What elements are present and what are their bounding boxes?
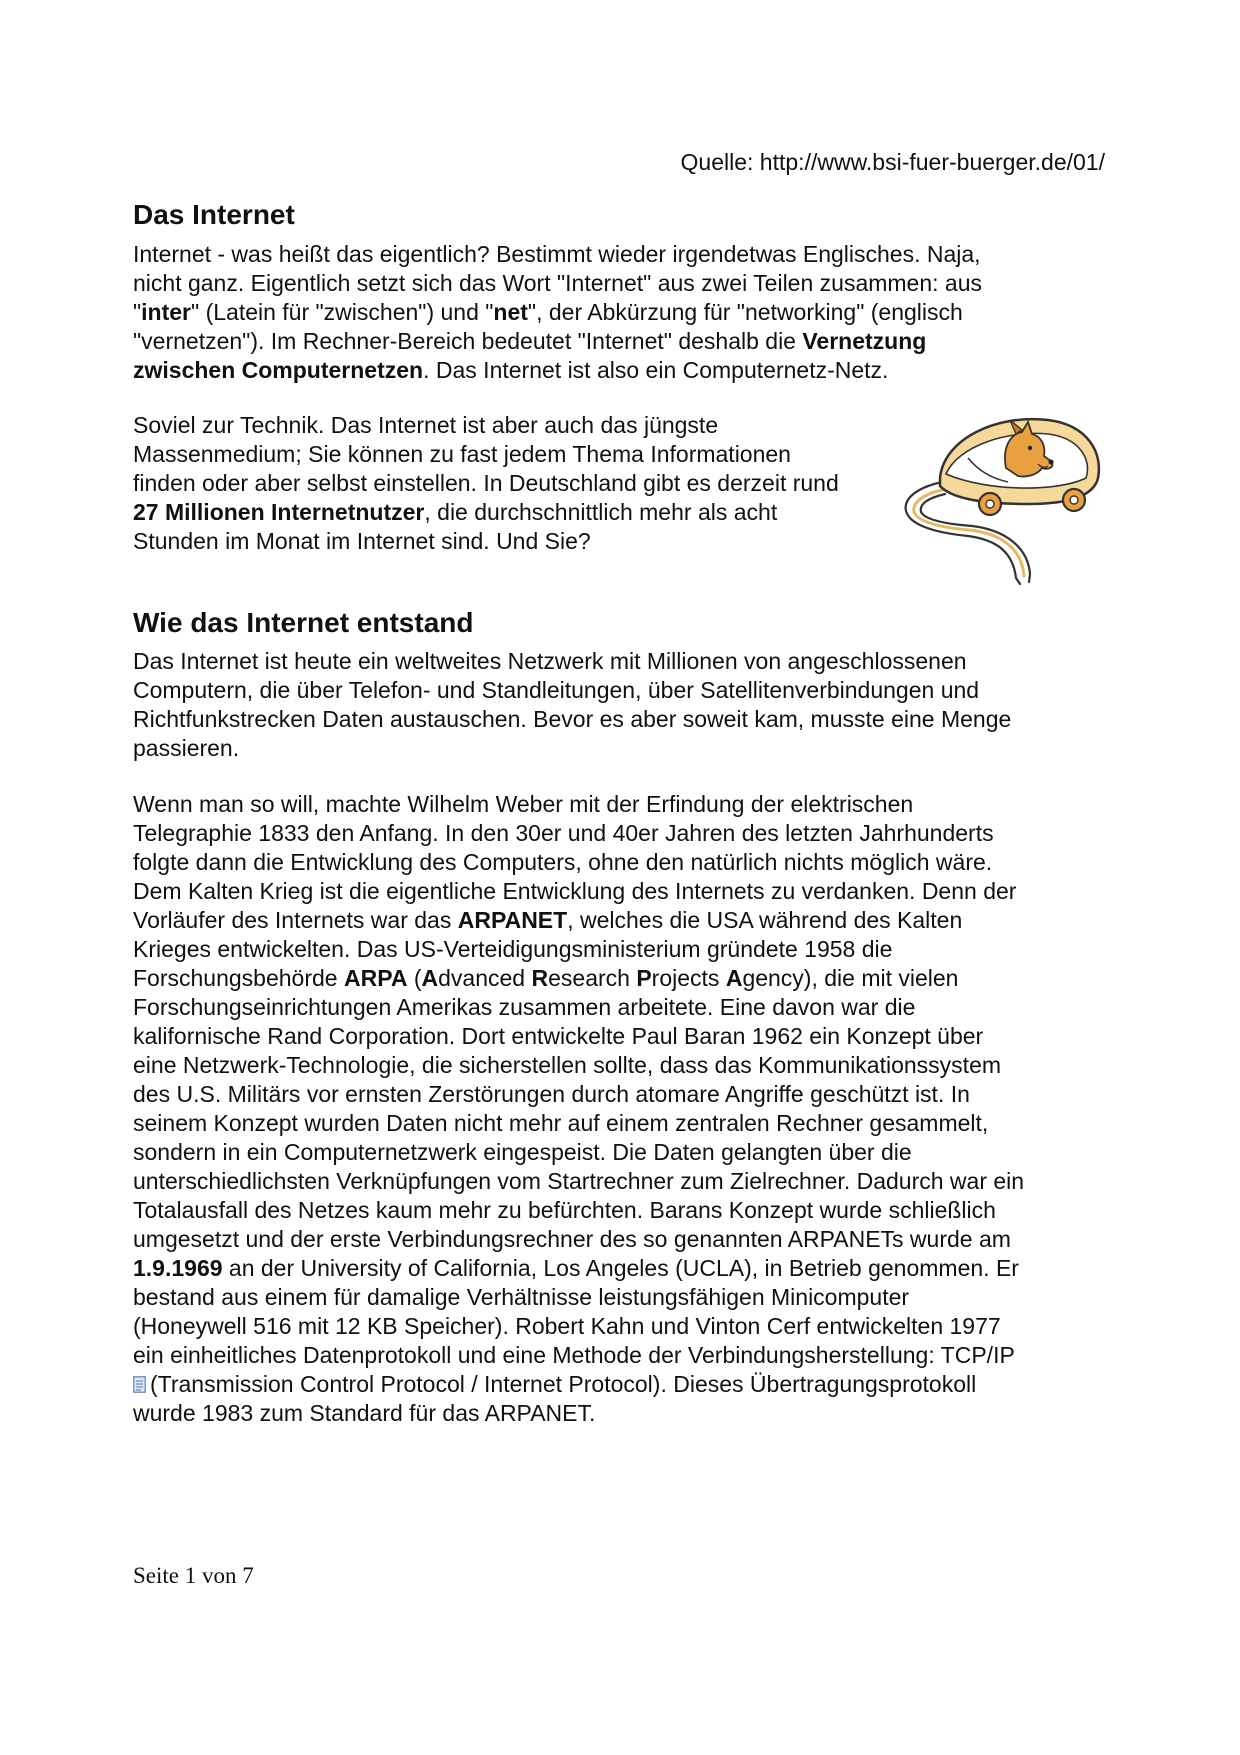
- text-line: sondern in ein Computernetzwerk eingespeist. Die Daten gelangten über die: [133, 1139, 912, 1165]
- bold-term-computernetzen: zwischen Computernetzen: [133, 357, 424, 383]
- text-line: eine Netzwerk-Technologie, die sicherstellen sollte, dass das Kommunikationssystem: [133, 1052, 1002, 1078]
- bold-term-internetnutzer: 27 Millionen Internetnutzer: [133, 499, 425, 525]
- text-line: 27 Millionen Internetnutzer, die durchschnittlich mehr als acht: [133, 499, 778, 525]
- bold-term-inter: inter: [141, 299, 192, 325]
- dog-in-mouse-car-icon: [898, 408, 1112, 588]
- text-line: ein einheitliches Datenprotokoll und eine Methode der Verbindungsherstellung: TCP/IP: [133, 1342, 1015, 1368]
- text-line: Stunden im Monat im Internet sind. Und Sie?: [133, 528, 591, 554]
- text-line: kalifornische Rand Corporation. Dort entwickelte Paul Baran 1962 ein Konzept über: [133, 1023, 984, 1049]
- text-line: bestand aus einem für damalige Verhältnisse leistungsfähigen Minicomputer: [133, 1284, 910, 1310]
- text-line: Massenmedium; Sie können zu fast jedem Thema Informationen: [133, 441, 791, 467]
- text-line: Telegraphie 1833 den Anfang. In den 30er und 40er Jahren des letzten Jahrhunderts: [133, 820, 994, 846]
- text-line: passieren.: [133, 735, 240, 761]
- text-line: folgte dann die Entwicklung des Computers, ohne den natürlich nichts möglich wäre.: [133, 849, 993, 875]
- text-line: finden oder aber selbst einstellen. In Deutschland gibt es derzeit rund: [133, 470, 839, 496]
- text-line: Totalausfall des Netzes kaum mehr zu befürchten. Barans Konzept wurde schließlich: [133, 1197, 996, 1223]
- text-line: "inter" (Latein für "zwischen") und "net", der Abkürzung für "networking" (englisch: [133, 299, 963, 325]
- paragraph-geschichte: [133, 790, 1024, 1428]
- text-line: wurde 1983 zum Standard für das ARPANET.: [133, 1400, 596, 1426]
- text-line: zwischen Computernetzen. Das Internet ist also ein Computernetz-Netz.: [133, 357, 889, 383]
- bold-date-1969: 1.9.1969: [133, 1255, 223, 1281]
- text-line: seinem Konzept wurden Daten nicht mehr auf einem zentralen Rechner gesammelt,: [133, 1110, 989, 1136]
- text-line: umgesetzt und der erste Verbindungsrechner des so genannten ARPANETs wurde am: [133, 1226, 1011, 1252]
- source-citation: Quelle: http://www.bsi-fuer-buerger.de/01/: [680, 149, 1105, 175]
- text-line: Dem Kalten Krieg ist die eigentliche Entwicklung des Internets zu verdanken. Denn der: [133, 878, 1017, 904]
- text-line: Forschungseinrichtungen Amerikas zusammen arbeitete. Eine davon war die: [133, 994, 916, 1020]
- bold-term-arpanet: ARPANET: [457, 907, 568, 933]
- heading-wie-das-internet-entstand: Wie das Internet entstand: [133, 607, 474, 638]
- text-line: Vorläufer des Internets war das ARPANET, welches die USA während des Kalten: [133, 907, 963, 933]
- text-line: Krieges entwickelten. Das US-Verteidigungsministerium gründete 1958 die: [133, 936, 893, 962]
- paragraph-massenmedium: [133, 411, 839, 556]
- text-line: nicht ganz. Eigentlich setzt sich das Wort "Internet" aus zwei Teilen zusammen: aus: [133, 270, 983, 296]
- text-line: des U.S. Militärs vor ernsten Zerstörungen durch atomare Angriffe geschützt ist. In: [133, 1081, 970, 1107]
- page-number: Seite 1 von 7: [133, 1563, 254, 1588]
- text-line: Richtfunkstrecken Daten austauschen. Bevor es aber soweit kam, musste eine Menge: [133, 706, 1012, 732]
- text-line: unterschiedlichsten Verknüpfungen vom Startrechner zum Zielrechner. Dadurch war ein: [133, 1168, 1025, 1194]
- paragraph-internet-definition: [133, 240, 982, 385]
- text-line: "vernetzen"). Im Rechner-Bereich bedeutet "Internet" deshalb die Vernetzung: [133, 328, 927, 354]
- heading-das-internet: Das Internet: [133, 199, 295, 230]
- text-line: Das Internet ist heute ein weltweites Netzwerk mit Millionen von angeschlossenen: [133, 648, 967, 674]
- text-line: Wenn man so will, machte Wilhelm Weber mit der Erfindung der elektrischen: [133, 791, 914, 817]
- text-line: 1.9.1969 an der University of California, Los Angeles (UCLA), in Betrieb genommen. Er: [133, 1255, 1019, 1281]
- text-line: Forschungsbehörde ARPA (Advanced Research Projects Agency), die mit vielen: [133, 965, 959, 991]
- text-line: (Honeywell 516 mit 12 KB Speicher). Robert Kahn und Vinton Cerf entwickelten 1977: [133, 1313, 1001, 1339]
- text-line: Computern, die über Telefon- und Standleitungen, über Satellitenverbindungen und: [133, 677, 980, 703]
- text-line: (Transmission Control Protocol / Internet Protocol). Dieses Übertragungsprotokoll: [133, 1370, 1024, 1399]
- bold-term-arpa: ARPA: [343, 965, 408, 991]
- paragraph-weltweites-netzwerk: [133, 647, 1011, 763]
- document-link-icon[interactable]: [133, 1376, 146, 1393]
- text-line: Soviel zur Technik. Das Internet ist aber auch das jüngste: [133, 412, 719, 438]
- bold-term-net: net: [493, 299, 528, 325]
- bold-term-vernetzung: Vernetzung: [802, 328, 927, 354]
- text-line: Internet - was heißt das eigentlich? Bestimmt wieder irgendetwas Englisches. Naja,: [133, 241, 981, 267]
